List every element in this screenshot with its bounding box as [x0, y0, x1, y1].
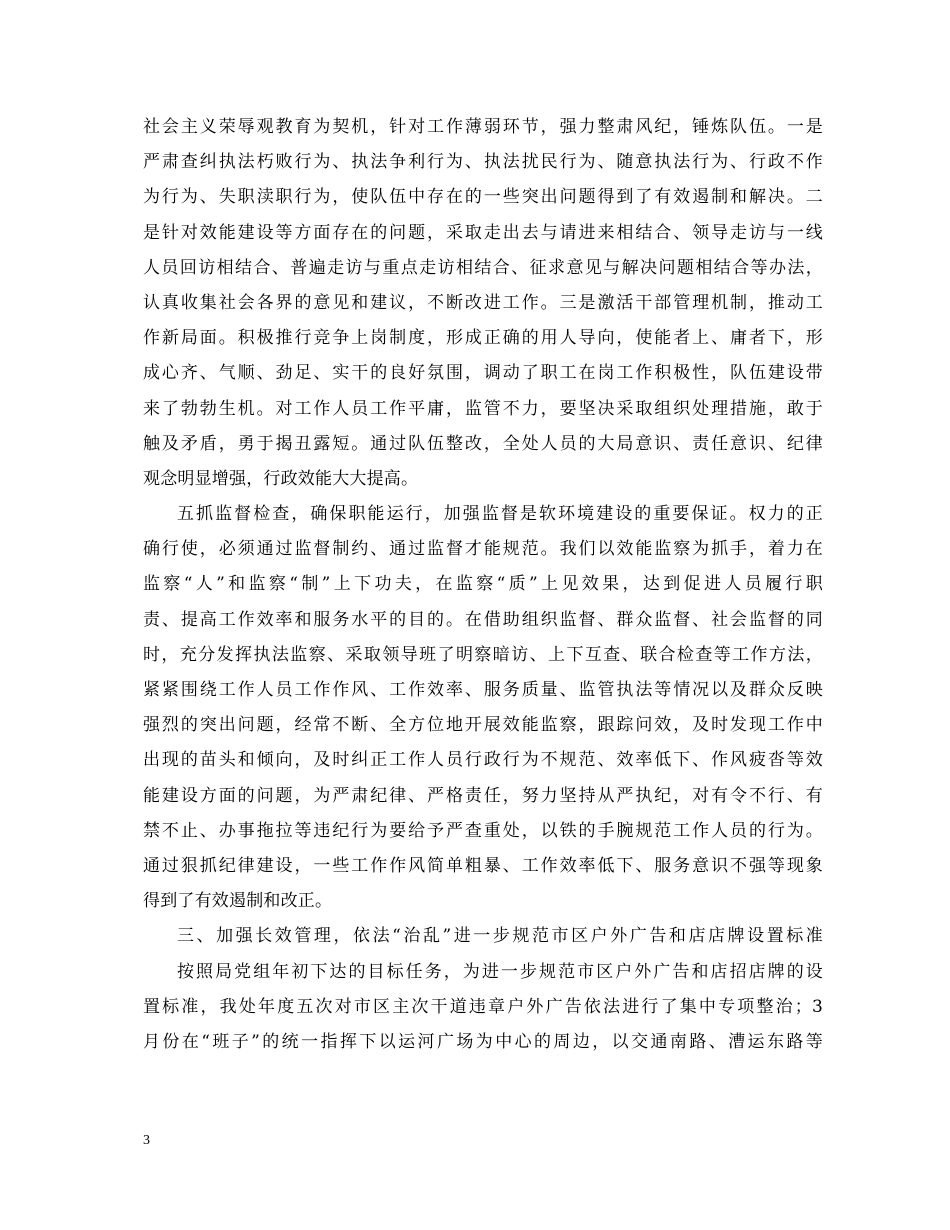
text-line: 监察“人”和监察“制”上下功夫，在监察“质”上见效果，达到促进人员履行职	[143, 574, 823, 595]
text-line: 责、提高工作效率和服务水平的目的。在借助组织监督、群众监督、社会监督的同	[143, 609, 823, 630]
text-line: 是针对效能建设等方面存在的问题，采取走出去与请进来相结合、领导走访与一线	[143, 222, 823, 243]
text-line: 时，充分发挥执法监察、采取领导班了明察暗访、上下互查、联合检查等工作方法，	[143, 644, 823, 665]
text-line: 成心齐、气顺、劲足、实干的良好氛围，调动了职工在岗工作积极性，队伍建设带	[143, 363, 823, 384]
text-line: 通过狠抓纪律建设，一些工作作风简单粗暴、工作效率低下、服务意识不强等现象	[143, 855, 823, 876]
page-number: 3	[143, 1133, 150, 1148]
text-line: 严肃查纠执法朽败行为、执法争利行为、执法扰民行为、随意执法行为、行政不作	[143, 152, 823, 173]
text-line: 作新局面。积极推行竞争上岗制度，形成正确的用人导向，使能者上、庸者下，形	[143, 328, 823, 349]
text-line: 月份在“班子”的统一指挥下以运河广场为中心的周边，以交通南路、漕运东路等	[143, 1031, 823, 1052]
text-line: 来了勃勃生机。对工作人员工作平庸，监管不力，要坚决采取组织处理措施，敢于	[143, 398, 823, 419]
text-line: 确行使，必须通过监督制约、通过监督才能规范。我们以效能监察为抓手，着力在	[143, 539, 823, 560]
body-text	[143, 110, 823, 1060]
text-line: 得到了有效遏制和改正。	[143, 891, 333, 912]
text-line: 禁不止、办事拖拉等违纪行为要给予严查重处，以铁的手腕规范工作人员的行为。	[143, 820, 823, 841]
text-line: 置标准，我处年度五次对市区主次干道违章户外广告依法进行了集中专项整治；3	[143, 996, 823, 1017]
text-line: 紧紧围绕工作人员工作作风、工作效率、服务质量、监管执法等情况以及群众反映	[143, 680, 823, 700]
text-line: 观念明显增强，行政效能大大提高。	[143, 468, 419, 489]
text-line: 三、加强长效管理，依法“治乱”进一步规范市区户外广告和店店牌设置标准	[177, 926, 823, 947]
text-line: 出现的苗头和倾向，及时纠正工作人员行政行为不规范、效率低下、作风疲沓等效	[143, 750, 823, 771]
text-line: 五抓监督检查，确保职能运行，加强监督是软环境建设的重要保证。权力的正	[177, 504, 823, 525]
text-line: 认真收集社会各界的意见和建议，不断改进工作。三是激活干部管理机制，推动工	[143, 292, 823, 313]
text-line: 能建设方面的问题，为严肃纪律、严格责任，努力坚持从严执纪，对有令不行、有	[143, 785, 823, 806]
text-line: 社会主义荣辱观教育为契机，针对工作薄弱环节，强力整肃风纪，锤炼队伍。一是	[143, 117, 823, 137]
text-line: 为行为、失职渎职行为，使队伍中存在的一些突出问题得到了有效遏制和解决。二	[143, 187, 823, 208]
text-line: 强烈的突出问题，经常不断、全方位地开展效能监察，跟踪问效，及时发现工作中	[143, 715, 823, 736]
text-line: 触及矛盾，勇于揭丑露短。通过队伍整改，全处人员的大局意识、责任意识、纪律	[143, 433, 823, 454]
text-line: 人员回访相结合、普遍走访与重点走访相结合、征求意见与解决问题相结合等办法，	[143, 257, 823, 278]
text-line: 按照局党组年初下达的目标任务，为进一步规范市区户外广告和店招店牌的设	[177, 961, 823, 982]
